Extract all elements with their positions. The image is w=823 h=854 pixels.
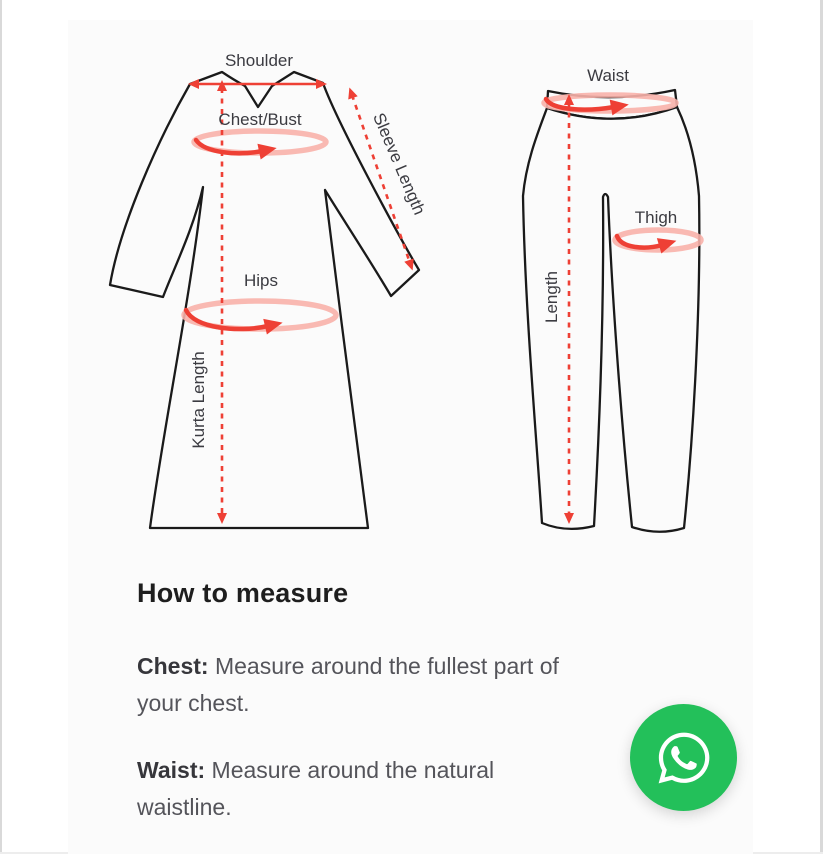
chest-instruction	[137, 648, 697, 722]
sleeve-length-label: Sleeve Length	[369, 110, 430, 218]
shoulder-label: Shoulder	[224, 51, 294, 70]
waist-label: Waist	[587, 66, 629, 85]
kurta-length-label: Kurta Length	[189, 351, 208, 449]
waist-instruction-line1: Measure around the natural	[211, 757, 495, 783]
whatsapp-button[interactable]	[630, 704, 737, 811]
how-to-measure-heading: How to measure	[137, 578, 349, 608]
chest-bust-label: Chest/Bust	[218, 110, 302, 129]
whatsapp-icon	[655, 729, 713, 787]
chest-instruction-line2: your chest.	[137, 690, 250, 716]
chest-term: Chest:	[137, 653, 209, 679]
pants-length-label: Length	[542, 271, 561, 323]
waist-term: Waist:	[137, 757, 206, 783]
hips-label: Hips	[243, 271, 279, 290]
waist-instruction-line2: waistline.	[137, 794, 232, 820]
chest-instruction-line1: Measure around the fullest part of	[214, 653, 559, 679]
thigh-label: Thigh	[634, 208, 678, 227]
waist-instruction	[137, 752, 697, 826]
